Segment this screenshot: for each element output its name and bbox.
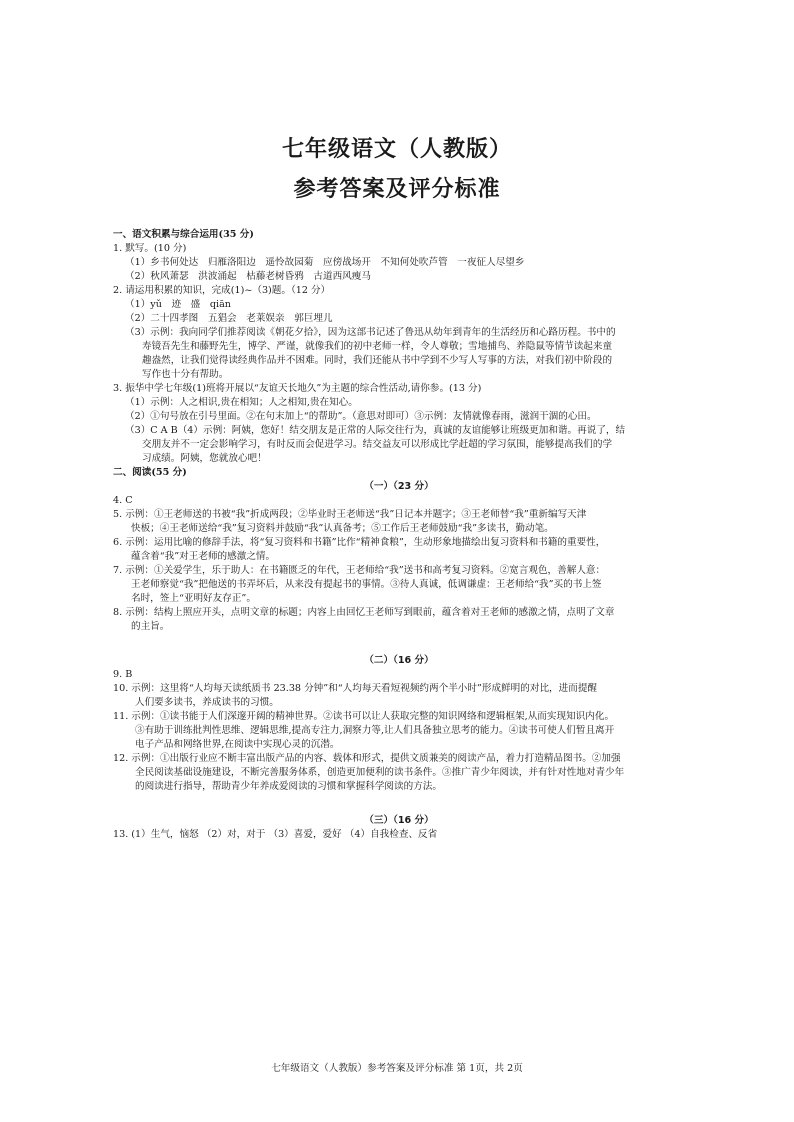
- section-heading: 一、语文积累与综合运用(35 分): [113, 229, 254, 240]
- answer-line: 5. 示例：①王老师送的书被“我”折成两段；②毕业时王老师送“我”日记本并题字；③王老师替“我”重新编写天津: [113, 509, 587, 520]
- subsection-heading: （一）（23 分）: [364, 481, 434, 492]
- answer-line: （3）示例：我向同学们推荐阅读《朝花夕拾》，因为这部书记述了鲁迅从幼年到青年的生活经历和心路历程。书中的: [125, 327, 616, 338]
- answer-line: 电子产品和网络世界,在阅读中实现心灵的沉潜。: [135, 739, 340, 750]
- answer-line: （1）示例：人之相识,贵在相知；人之相知,贵在知心。: [125, 397, 358, 408]
- answer-line: 快板；④王老师送给“我”复习资料并鼓励“我”认真备考；⑤工作后王老师鼓励“我”多读书，勤动笔。: [131, 523, 554, 534]
- answer-line: 全民阅读基础设施建设，不断完善服务体系，创造更加便利的读书条件。③推广青少年阅读，并有针对性地对青少年: [135, 767, 625, 778]
- subsection-heading: （二）（16 分）: [364, 655, 434, 666]
- answer-line: 王老师察觉“我”把他送的书弄坏后，从来没有提起书的事情。③待人真诚，低调谦虚：王老师给“我”买的书上签: [131, 579, 602, 590]
- answer-line: 13. (1）生气，恼怒 （2）对，对于 （3）喜爱，爱好 （4）自我检查、反省: [113, 829, 438, 840]
- answer-line: 3. 振华中学七年级(1)班将开展以“友谊天长地久”为主题的综合性活动,请你参。(13 分): [113, 383, 482, 394]
- answer-line: 趣盎然，让我们觉得读经典作品并不困难。同时，我们还能从书中学到不少写人写事的方法，对我们初中阶段的: [142, 355, 613, 366]
- spacer: [113, 794, 685, 814]
- page-title: 七年级语文（人教版）: [281, 137, 512, 162]
- spacer: [113, 634, 685, 654]
- answer-content: [113, 228, 685, 842]
- subsection-heading: （三）（16 分）: [364, 815, 434, 826]
- section-heading: 二、阅读(55 分): [113, 467, 187, 478]
- answer-line: 交朋友并不一定会影响学习，有时反而会促进学习。结交益友可以形成比学赶超的学习氛围，能够提高我们的学: [142, 439, 613, 450]
- answer-line: （2）二十四孝图 五猖会 老莱娱亲 郭巨埋儿: [125, 313, 333, 324]
- answer-line: （1）乡书何处达 归雁洛阳边 遥怜故园菊 应傍战场开 不知何处吹芦管 一夜征人尽望乡: [125, 257, 525, 268]
- answer-line: 习成绩。阿姨，您就放心吧！: [142, 453, 267, 464]
- answer-line: 蕴含着“我”对王老师的感激之情。: [131, 551, 276, 562]
- answer-line: （2）①句号放在引号里面。②在句末加上“的帮助”。（意思对即可）③示例：友情就像春雨，滋润干涸的心田。: [125, 411, 597, 422]
- answer-line: 1. 默写。(10 分): [113, 243, 187, 254]
- answer-line: 8. 示例：结构上照应开头，点明文章的标题；内容上由回忆王老师写到眼前，蕴含着对王老师的感激之情，点明了文章: [113, 607, 615, 618]
- answer-line: （2）秋风萧瑟 洪波涌起 枯藤老树昏鸦 古道西风瘦马: [125, 271, 371, 282]
- answer-line: ③有助于训练批判性思维、逻辑思维,提高专注力,洞察力等,让人们具备独立思考的能力。④读书可使人们暂且离开: [135, 725, 615, 736]
- answer-line: （1）yǔ 迹 盛 qiān: [125, 299, 231, 310]
- answer-line: 写作也十分有帮助。: [142, 369, 229, 380]
- answer-line: （3）C A B（4）示例：阿姨，您好！结交朋友是正常的人际交往行为，真诚的友谊能够让班级更加和谐。再说了，结: [125, 425, 626, 436]
- answer-line: 11. 示例：①读书能于人们深邃开阔的精神世界。②读书可以让人获取完整的知识网络和逻辑框架,从而实现知识内化。: [113, 711, 615, 722]
- answer-line: 名时，签上“亚明好友存正”。: [131, 593, 256, 604]
- answer-line: 6. 示例：运用比喻的修辞手法，将“复习资料和书籍”比作“精神食粮”，生动形象地描绘出复习资料和书籍的重要性，: [113, 537, 606, 548]
- answer-line: 10. 示例：这里将“人均每天读纸质书 23.38 分钟”和“人均每天看短视频约两个半小时”形成鲜明的对比，进而提醒: [113, 683, 598, 694]
- answer-line: 9. B: [113, 669, 133, 680]
- answer-line: 寿镜吾先生和藤野先生，博学、严谨，就像我们的初中老师一样，令人尊敬；雪地捕鸟、养隐鼠等情节读起来童: [142, 341, 613, 352]
- answer-line: 4. C: [113, 495, 133, 506]
- answer-line: 7. 示例：①关爱学生，乐于助人：在书籍匮乏的年代，王老师给“我”送书和高考复习资料。②宽言观色，善解人意：: [113, 565, 606, 576]
- page-footer: 七年级语文（人教版）参考答案及评分标准 第 1页，共 2页: [271, 1063, 523, 1074]
- page-subtitle: 参考答案及评分标准: [293, 177, 501, 202]
- answer-line: 的阅读进行指导，帮助青少年养成爱阅读的习惯和掌握科学阅读的方法。: [135, 781, 442, 792]
- answer-line: 人们要多读书，养成读书的习惯。: [135, 697, 279, 708]
- answer-line: 12. 示例：①出版行业应不断丰富出版产品的内容、载体和形式，提供文质兼美的阅读产品，着力打造精品图书。②加强: [113, 753, 621, 764]
- answer-line: 的主旨。: [131, 621, 170, 632]
- answer-line: 2. 请运用积累的知识，完成(1)~（3)题。（12 分）: [113, 285, 331, 296]
